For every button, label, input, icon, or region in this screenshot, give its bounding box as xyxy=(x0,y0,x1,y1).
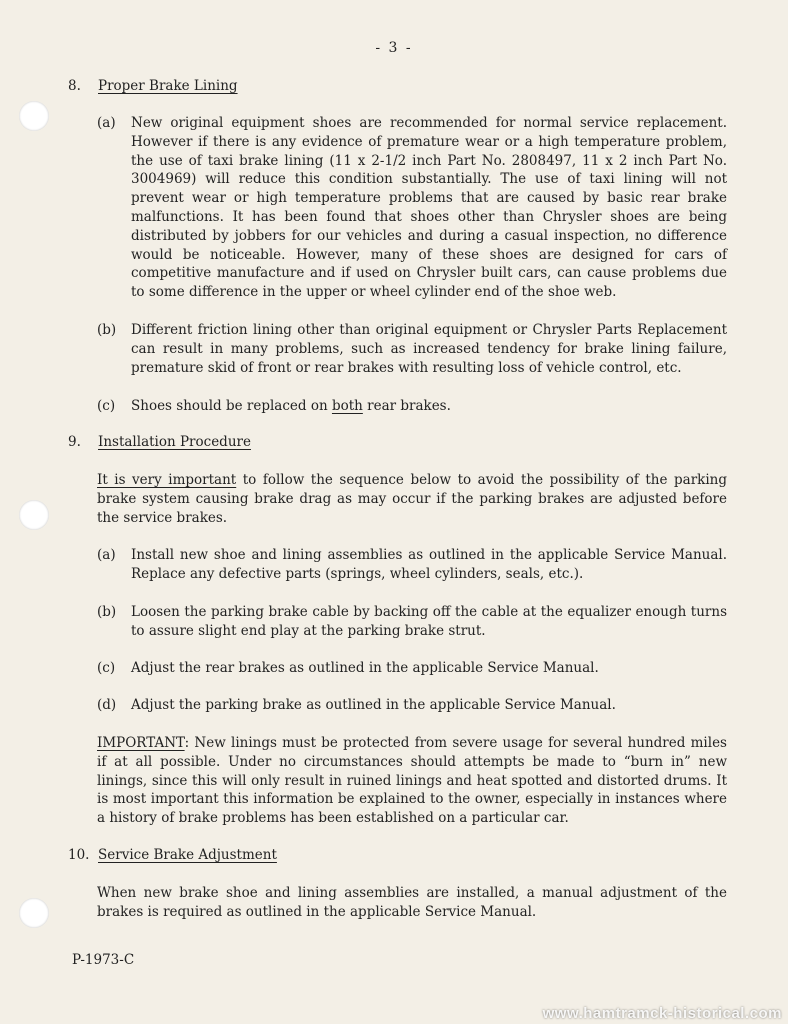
section-number: 10. xyxy=(68,847,90,863)
section-8-heading xyxy=(68,78,238,94)
punch-hole xyxy=(19,898,49,928)
section-title: Installation Procedure xyxy=(98,434,251,450)
list-item xyxy=(97,603,727,641)
item-text: New original equipment shoes are recommended for normal service replacement. However if there is any evidence of premature wear or a high temperature problem, the use of taxi brake lining (11 x 2-1/2 inch Part No. 2808497, 11 x 2 inch Part No. 3004969) will reduce this condition substantially. The use of taxi lining will not prevent wear or high temperature problems that are caused by basic rear brake malfunctions. It has been found that shoes other than Chrysler shoes are being distributed by jobbers for our vehicles and during a casual inspection, no difference would be noticeable. However, many of these shoes are designed for cars of competitive manufacture and if used on Chrysler built cars, can cause problems due to some difference in the upper or wheel cylinder end of the shoe web. xyxy=(131,115,727,301)
item-label: (c) xyxy=(97,398,116,414)
list-item xyxy=(97,397,727,416)
document-code: P-1973-C xyxy=(72,952,135,968)
item-label: (d) xyxy=(97,697,117,713)
item-text: Loosen the parking brake cable by backing off the cable at the equalizer enough turns to assure slight end play at the parking brake strut. xyxy=(131,604,727,639)
item-label: (b) xyxy=(97,604,117,620)
text-run: rear brakes. xyxy=(362,398,451,414)
section-paragraph: When new brake shoe and lining assemblies are installed, a manual adjustment of the brakes is required as outlined in the applicable Service Manual. xyxy=(97,885,727,920)
list-item xyxy=(97,321,727,377)
emphasis-text: It is very important xyxy=(97,472,237,488)
item-text: Adjust the parking brake as outlined in the applicable Service Manual. xyxy=(131,697,616,713)
item-text: Install new shoe and lining assemblies as outlined in the applicable Service Manual. Replace any defective parts (springs, wheel cylinders, seals, etc.). xyxy=(131,547,727,582)
page-number: - 3 - xyxy=(375,40,413,56)
item-label: (a) xyxy=(97,115,116,131)
text-run: : New linings must be protected from severe usage for several hundred miles if at all possible. Under no circumstances should attempts be made to “burn in” new linings, since this will only result in ruined linings and heat spotted and distorted drums. It is most important this information be explained to the owner, especially in instances where a history of brake problems has been established on a particular car. xyxy=(97,735,727,827)
list-item xyxy=(97,546,727,584)
important-note xyxy=(97,734,727,828)
punch-hole xyxy=(19,101,49,131)
list-item xyxy=(97,659,727,678)
emphasis-text: both xyxy=(331,398,363,414)
item-label: (b) xyxy=(97,322,117,338)
section-title: Proper Brake Lining xyxy=(98,78,238,94)
punch-hole xyxy=(19,500,49,530)
text-run: Shoes should be replaced on xyxy=(131,398,332,414)
important-label: IMPORTANT xyxy=(97,735,185,751)
item-text: Adjust the rear brakes as outlined in the applicable Service Manual. xyxy=(131,660,599,676)
item-label: (a) xyxy=(97,547,116,563)
section-number: 8. xyxy=(68,78,81,94)
section-10-heading xyxy=(68,847,277,863)
item-text: Different friction lining other than original equipment or Chrysler Parts Replacement can result in many problems, such as increased tendency for brake lining failure, premature skid of front or rear brakes with resulting loss of vehicle control, etc. xyxy=(131,322,727,376)
section-9-heading xyxy=(68,434,251,450)
watermark: www.hamtramck-historical.com xyxy=(542,1005,782,1022)
section-number: 9. xyxy=(68,434,81,450)
item-label: (c) xyxy=(97,660,116,676)
item-text xyxy=(131,397,727,416)
section-title: Service Brake Adjustment xyxy=(98,847,277,863)
list-item xyxy=(97,114,727,302)
list-item xyxy=(97,696,727,715)
text-run: to follow the sequence below to avoid the possibility of the parking brake system causing brake drag as may occur if the parking brakes are adjusted before the service brakes. xyxy=(97,472,727,526)
intro-paragraph xyxy=(97,471,727,527)
